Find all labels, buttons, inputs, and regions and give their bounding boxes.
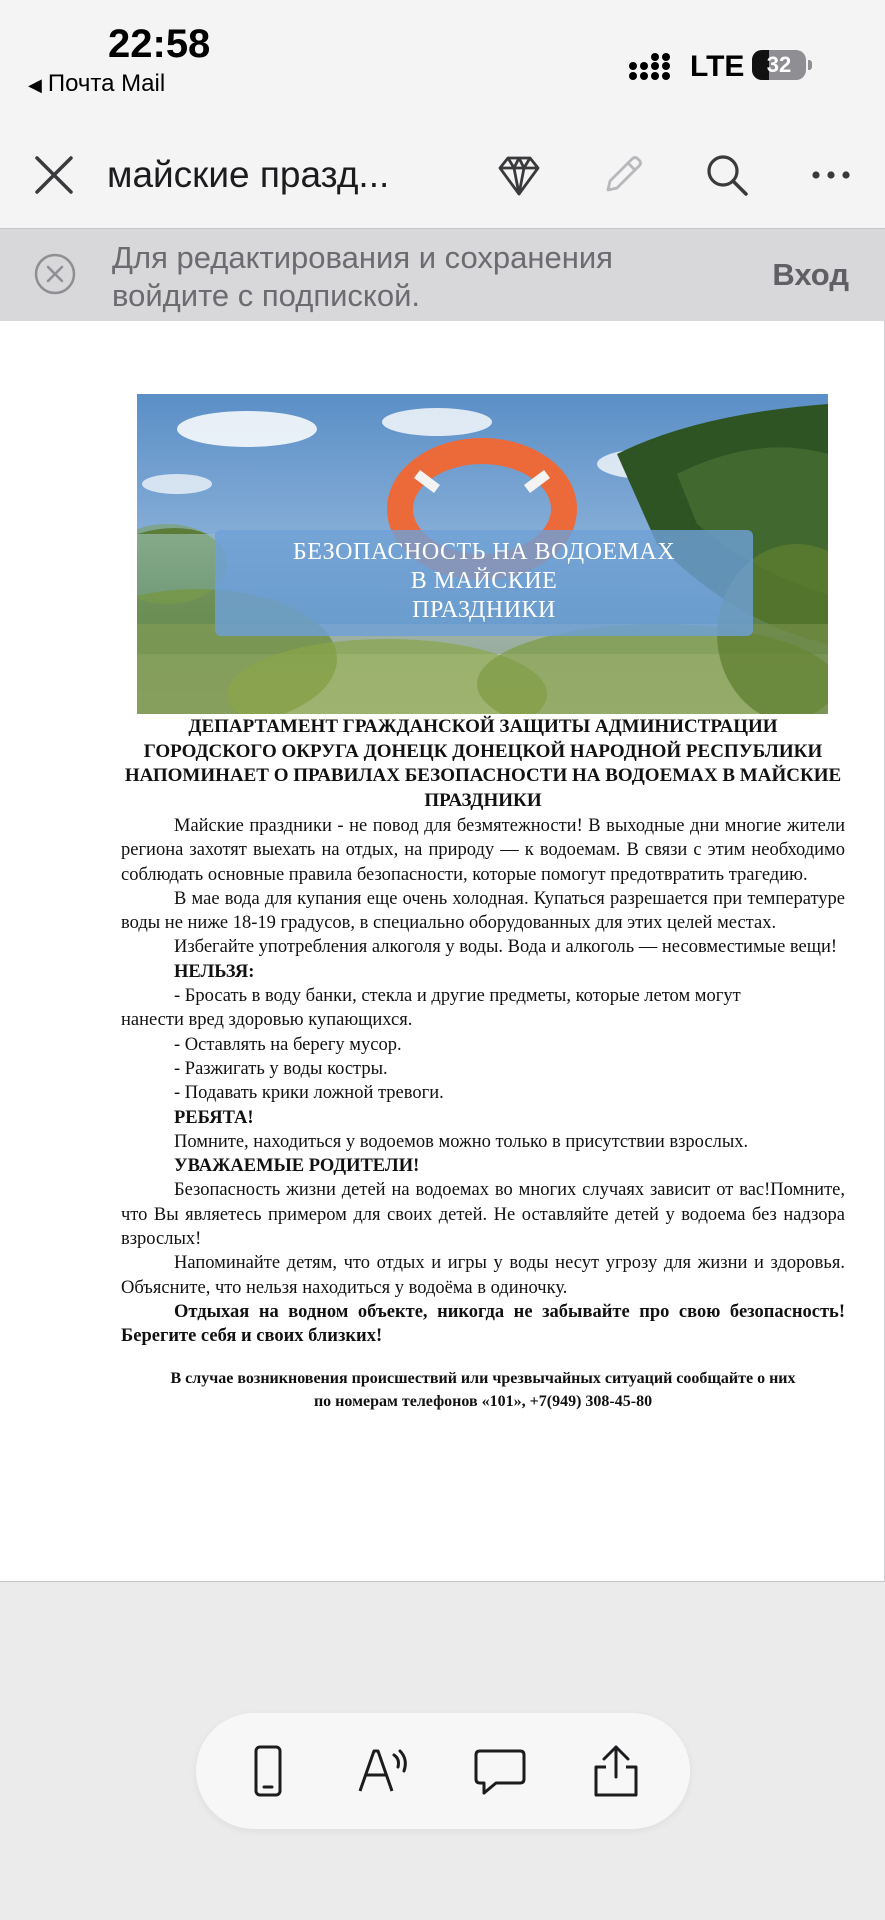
battery-tip [808, 60, 812, 70]
search-icon[interactable] [704, 152, 750, 198]
battery-icon [752, 50, 806, 80]
subscription-banner [0, 228, 885, 322]
kids-text: Помните, находиться у водоемов можно только в присутствии взрослых. [174, 1131, 749, 1152]
document-title: майские празд... [107, 154, 390, 195]
premium-diamond-icon[interactable] [496, 152, 542, 198]
forbidden-item-1: - Бросать в воду банки, стекла и другие предметы, которые летом могут [174, 986, 741, 1007]
dismiss-banner-icon[interactable] [34, 253, 76, 295]
hero-title-line-3: ПРАЗДНИКИ [412, 597, 556, 623]
hero-title-line-2: В МАЙСКИЕ [410, 568, 558, 594]
parents-title: УВАЖАЕМЫЕ РОДИТЕЛИ! [174, 1156, 420, 1177]
paragraph-2: В мае вода для купания еще очень холодная. Купаться разрешается при температуре воды не ниже 18-19 градусов, в специально оборудованных для этих целей местах. [121, 888, 845, 934]
paragraph-6: Отдыхая на водном объекте, никогда не забывайте про свою безопасность! Берегите себя и своих близких! [121, 1301, 845, 1347]
paragraph-5: Напоминайте детям, что отдых и игры у воды несут угрозу для жизни и здоровья. Объясните, что нельзя находиться у водоёма в одиночку. [121, 1253, 845, 1298]
cellular-signal-icon [628, 52, 674, 82]
banner-line-1: Для редактирования и сохранения [112, 240, 613, 275]
kids-title: РЕБЯТА! [174, 1107, 254, 1128]
hero-title-line-1: БЕЗОПАСНОСТЬ НА ВОДОЕМАХ [292, 539, 676, 565]
document-page [0, 321, 885, 1582]
network-type: LTE [690, 50, 745, 83]
paragraph-3: Избегайте употребления алкоголя у воды. Вода и алкоголь — несовместимые вещи! [174, 937, 838, 958]
banner-line-2: войдите с подпиской. [112, 278, 421, 313]
forbidden-item-4: - Подавать крики ложной тревоги. [174, 1083, 444, 1104]
footer-line-2: по номерам телефонов «101», +7(949) 308-45-80 [313, 1392, 653, 1410]
comment-icon[interactable] [472, 1743, 528, 1799]
back-triangle-icon: ◀ [28, 75, 42, 95]
login-button[interactable]: Вход [772, 257, 849, 292]
page-view-icon[interactable] [240, 1743, 296, 1799]
forbidden-item-3: - Разжигать у воды костры. [174, 1058, 388, 1079]
emergency-footer [121, 1367, 845, 1413]
document-heading: ДЕПАРТАМЕНТ ГРАЖДАНСКОЙ ЗАЩИТЫ АДМИНИСТРАЦИИ ГОРОДСКОГО ОКРУГА ДОНЕЦК ДОНЕЦКОЙ НАРОДНОЙ РЕСПУБЛИКИ НАПОМИНАЕТ О ПРАВИЛАХ БЕЗОПАСНОСТИ НА ВОДОЕМАХ В МАЙСКИЕ ПРАЗДНИКИ [124, 716, 842, 811]
status-time: 22:58 [108, 22, 211, 66]
back-app-label: Почта Mail [47, 70, 166, 97]
bottom-action-bar [196, 1713, 690, 1829]
paragraph-4: Безопасность жизни детей на водоемах во многих случаях зависит от вас!Помните, что Вы являетесь примером для своих детей. Не оставляйте детей у водоема без надзора взрослых! [121, 1180, 845, 1250]
banner-message [112, 239, 613, 315]
status-bar [0, 0, 885, 110]
more-icon[interactable] [808, 152, 854, 198]
hero-image [137, 394, 828, 714]
forbidden-title: НЕЛЬЗЯ: [174, 961, 255, 982]
close-icon[interactable] [31, 152, 77, 198]
edit-pencil-icon[interactable] [600, 152, 646, 198]
footer-line-1: В случае возникновения происшествий или чрезвычайных ситуаций сообщайте о них [170, 1369, 796, 1387]
back-to-app-link[interactable] [28, 70, 165, 98]
read-aloud-icon[interactable] [356, 1743, 412, 1799]
forbidden-item-2: - Оставлять на берегу мусор. [174, 1034, 402, 1055]
forbidden-item-1-cont: нанести вред здоровью купающихся. [121, 1010, 413, 1031]
document-toolbar [0, 110, 885, 228]
paragraph-1: Майские праздники - не повод для безмятежности! В выходные дни многие жители региона захотят выехать на отдых, на природу — к водоемам. В связи с этим необходимо соблюдать основные правила безопасности, которые помогут предотвратить трагедию. [121, 816, 845, 885]
battery-level: 32 [766, 52, 792, 77]
hero-title-box [215, 530, 753, 636]
document-body [121, 715, 845, 1413]
share-icon[interactable] [588, 1743, 644, 1799]
